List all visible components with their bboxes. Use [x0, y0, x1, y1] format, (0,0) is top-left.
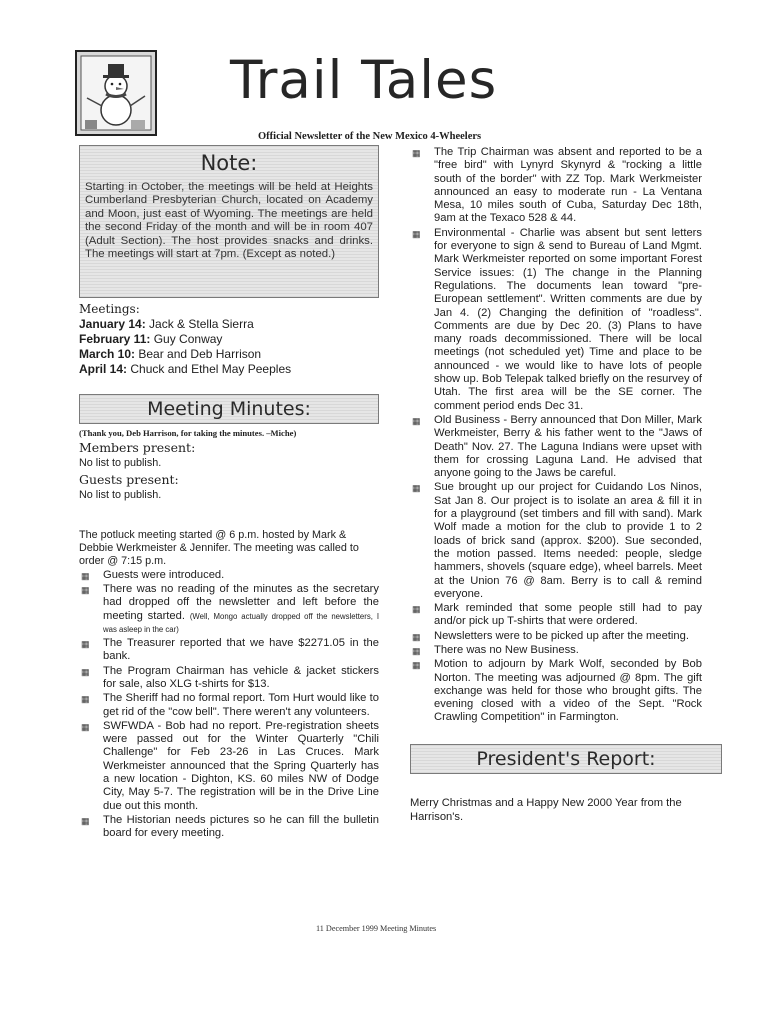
- minutes-item: [79, 720, 379, 813]
- minutes-item-text: Guests were introduced.: [103, 568, 225, 581]
- note-title: Note:: [200, 151, 258, 175]
- minutes-item: [79, 583, 379, 636]
- minutes-item-text: There was no New Business.: [434, 643, 579, 656]
- guests-present-text: No list to publish.: [79, 489, 162, 501]
- meeting-host: Jack & Stella Sierra: [149, 317, 254, 331]
- minutes-item-text: Old Business - Berry announced that Don Miller, Mark Werkmeister, Berry & his father went to the "Jaws of Death" Nov. 27. The Laguna Indians were upset with them for crossing Laguna Land. He advised that anyone going to the Jaws be careful.: [434, 413, 702, 480]
- minutes-item-text: The Program Chairman has vehicle & jacket stickers for sale, also XLG t-shirts for $13.: [103, 664, 379, 690]
- four-wheeler-bullet-icon: ▦: [81, 694, 90, 705]
- minutes-list-right: [410, 146, 702, 725]
- minutes-item: [79, 665, 379, 692]
- note-text: Starting in October, the meetings will be held at Heights Cumberland Presbyterian Church, located on Academy and Moon, just east of Wyoming. The meetings are held the second Friday of the month and will be in room 407 (Adult Section). The host provides snacks and drinks. The meetings will start at 7pm. (Except as noted.): [85, 181, 373, 261]
- four-wheeler-bullet-icon: ▦: [412, 604, 421, 615]
- minutes-item: [410, 414, 702, 480]
- minutes-item: [410, 630, 702, 643]
- meeting-minutes-banner: Meeting Minutes:: [79, 394, 379, 424]
- minutes-item-text: Environmental - Charlie was absent but sent letters for everyone to sign & send to Bureau of Land Mgmt. Mark Werkmeister reported on some important Forest Service issues: (1) The change in the Planning Regulations. The documents lean toward "pre-European settlement". Written comments are due by Jan 4. (2) Changing the definition of "roadless". Comments are due by Dec 20. (3) Plans to have many roads decommissioned. There will be local meetings (not scheduled yet) Time and place to be announced - we would like to have lots of people show up. Bob Telepak talked briefly on the resurvey of Utah. The first area will be the SE corner. The comment period ends Dec 31.: [434, 226, 702, 412]
- meeting-host: Chuck and Ethel May Peeples: [130, 362, 292, 376]
- minutes-item: [410, 658, 702, 724]
- right-column: [410, 146, 702, 824]
- four-wheeler-bullet-icon: ▦: [81, 639, 90, 650]
- meeting-item: [79, 317, 379, 332]
- minutes-item-aside: (Well, Mongo actually dropped off the newsletters, I was asleep in the car): [103, 611, 379, 634]
- minutes-item-text: Sue brought up our project for Cuidando Los Ninos, Sat Jan 8. Our project is to isolate an area & fill it in for a playground (set timbers and fill with sand). Mark Wolf made a motion for the club to provide 1 to 2 loads of brick sand (approx. $200). Sue seconded, the motion passed. Items needed: people, sledge hammers, shovels (square edge), wheel barrels. Meet at the Union 76 @ 8am. Berry is to call & remind everyone.: [434, 481, 702, 600]
- newsletter-title: Trail Tales: [230, 50, 498, 111]
- minutes-item: [79, 637, 379, 664]
- minutes-item: [410, 602, 702, 629]
- presidents-report-banner: President's Report:: [410, 744, 722, 774]
- minutes-intro: The potluck meeting started @ 6 p.m. hosted by Mark & Debbie Werkmeister & Jennifer. The meeting was called to order @ 7:15 p.m.: [79, 529, 359, 568]
- minutes-item: [410, 481, 702, 601]
- left-column: [79, 145, 379, 842]
- presidents-report-text: Merry Christmas and a Happy New 2000 Year from the Harrison's.: [410, 796, 682, 823]
- minutes-item: [410, 227, 702, 413]
- minutes-item-text: Motion to adjourn by Mark Wolf, seconded by Bob Norton. The meeting was adjourned @ 8pm. The gift exchange was held for those who brought gifts. The evening closed with a video of the Sept. "Rock Crawling Competition" in Farmington.: [434, 658, 702, 724]
- meeting-item: [79, 332, 379, 347]
- meeting-item: [79, 347, 379, 362]
- snowman-logo-icon: [75, 50, 157, 136]
- meetings-list: [79, 317, 379, 377]
- four-wheeler-bullet-icon: ▦: [412, 660, 421, 671]
- minutes-item-text: Mark reminded that some people still had to pay and/or pick up T-shirts that were ordered.: [434, 602, 702, 628]
- members-present-text: No list to publish.: [79, 457, 162, 469]
- meetings-heading: Meetings:: [79, 302, 140, 316]
- four-wheeler-bullet-icon: ▦: [412, 415, 421, 426]
- four-wheeler-bullet-icon: ▦: [412, 645, 421, 656]
- minutes-item-text: There was no reading of the minutes as the secretary had dropped off the newsletter and left before the meeting started.: [103, 582, 379, 622]
- four-wheeler-bullet-icon: ▦: [412, 228, 421, 239]
- minutes-list-left: [79, 569, 379, 841]
- meeting-date: February 11:: [79, 332, 151, 346]
- minutes-item-text: The Treasurer reported that we have $2271.05 in the bank.: [103, 637, 379, 663]
- four-wheeler-bullet-icon: ▦: [412, 148, 421, 158]
- meeting-date: March 10:: [79, 347, 136, 361]
- guests-present-label: Guests present:: [79, 472, 179, 487]
- four-wheeler-bullet-icon: ▦: [412, 483, 421, 494]
- members-present-label: Members present:: [79, 440, 196, 455]
- minutes-item: [79, 692, 379, 719]
- four-wheeler-bullet-icon: ▦: [81, 815, 90, 826]
- minutes-item-text: The Historian needs pictures so he can fill the bulletin board for every meeting.: [103, 813, 379, 840]
- meeting-item: [79, 362, 379, 377]
- four-wheeler-bullet-icon: ▦: [81, 570, 90, 581]
- page-footer: 11 December 1999 Meeting Minutes: [316, 924, 437, 933]
- meeting-date: January 14:: [79, 317, 146, 331]
- four-wheeler-bullet-icon: ▦: [412, 631, 421, 642]
- meeting-host: Guy Conway: [153, 332, 223, 346]
- minutes-item-text: The Trip Chairman was absent and reported to be a "free bird" with Lynyrd Skynyrd & "rocking a little south of the border" with ZZ Top. Mark Werkmeister announced an easy to moderate run - La Ventana Mesa, 10 miles south of Cuba, Saturday Dec 18th, 9am at the Texaco 528 & 44.: [434, 146, 702, 225]
- minutes-item: [410, 146, 702, 226]
- newsletter-subtitle: Official Newsletter of the New Mexico 4-Wheelers: [258, 131, 482, 142]
- minutes-item-text: Newsletters were to be picked up after the meeting.: [434, 629, 689, 642]
- minutes-item: [79, 569, 379, 582]
- four-wheeler-bullet-icon: ▦: [81, 721, 90, 732]
- four-wheeler-bullet-icon: ▦: [81, 666, 90, 677]
- minutes-thanks: (Thank you, Deb Harrison, for taking the minutes. –Miche): [79, 428, 297, 438]
- four-wheeler-bullet-icon: ▦: [81, 584, 90, 595]
- meeting-date: April 14:: [79, 362, 128, 376]
- minutes-item-text: The Sheriff had no formal report. Tom Hurt would like to get rid of the "cow bell". There weren't any volunteers.: [103, 692, 379, 718]
- minutes-item: [410, 644, 702, 657]
- minutes-item: [79, 814, 379, 841]
- minutes-item-text: SWFWDA - Bob had no report. Pre-registration sheets were passed out for the Winter Quarterly "Chili Challenge" for Feb 23-26 in Las Cruces. Mark Werkmeister announced that the Spring Quarterly has a new location - Dighton, KS. 60 miles NW of Dodge City, May 5-7. The registration will be in the Drive Line due out this month.: [103, 719, 379, 812]
- meeting-host: Bear and Deb Harrison: [138, 347, 262, 361]
- note-box: [79, 145, 379, 298]
